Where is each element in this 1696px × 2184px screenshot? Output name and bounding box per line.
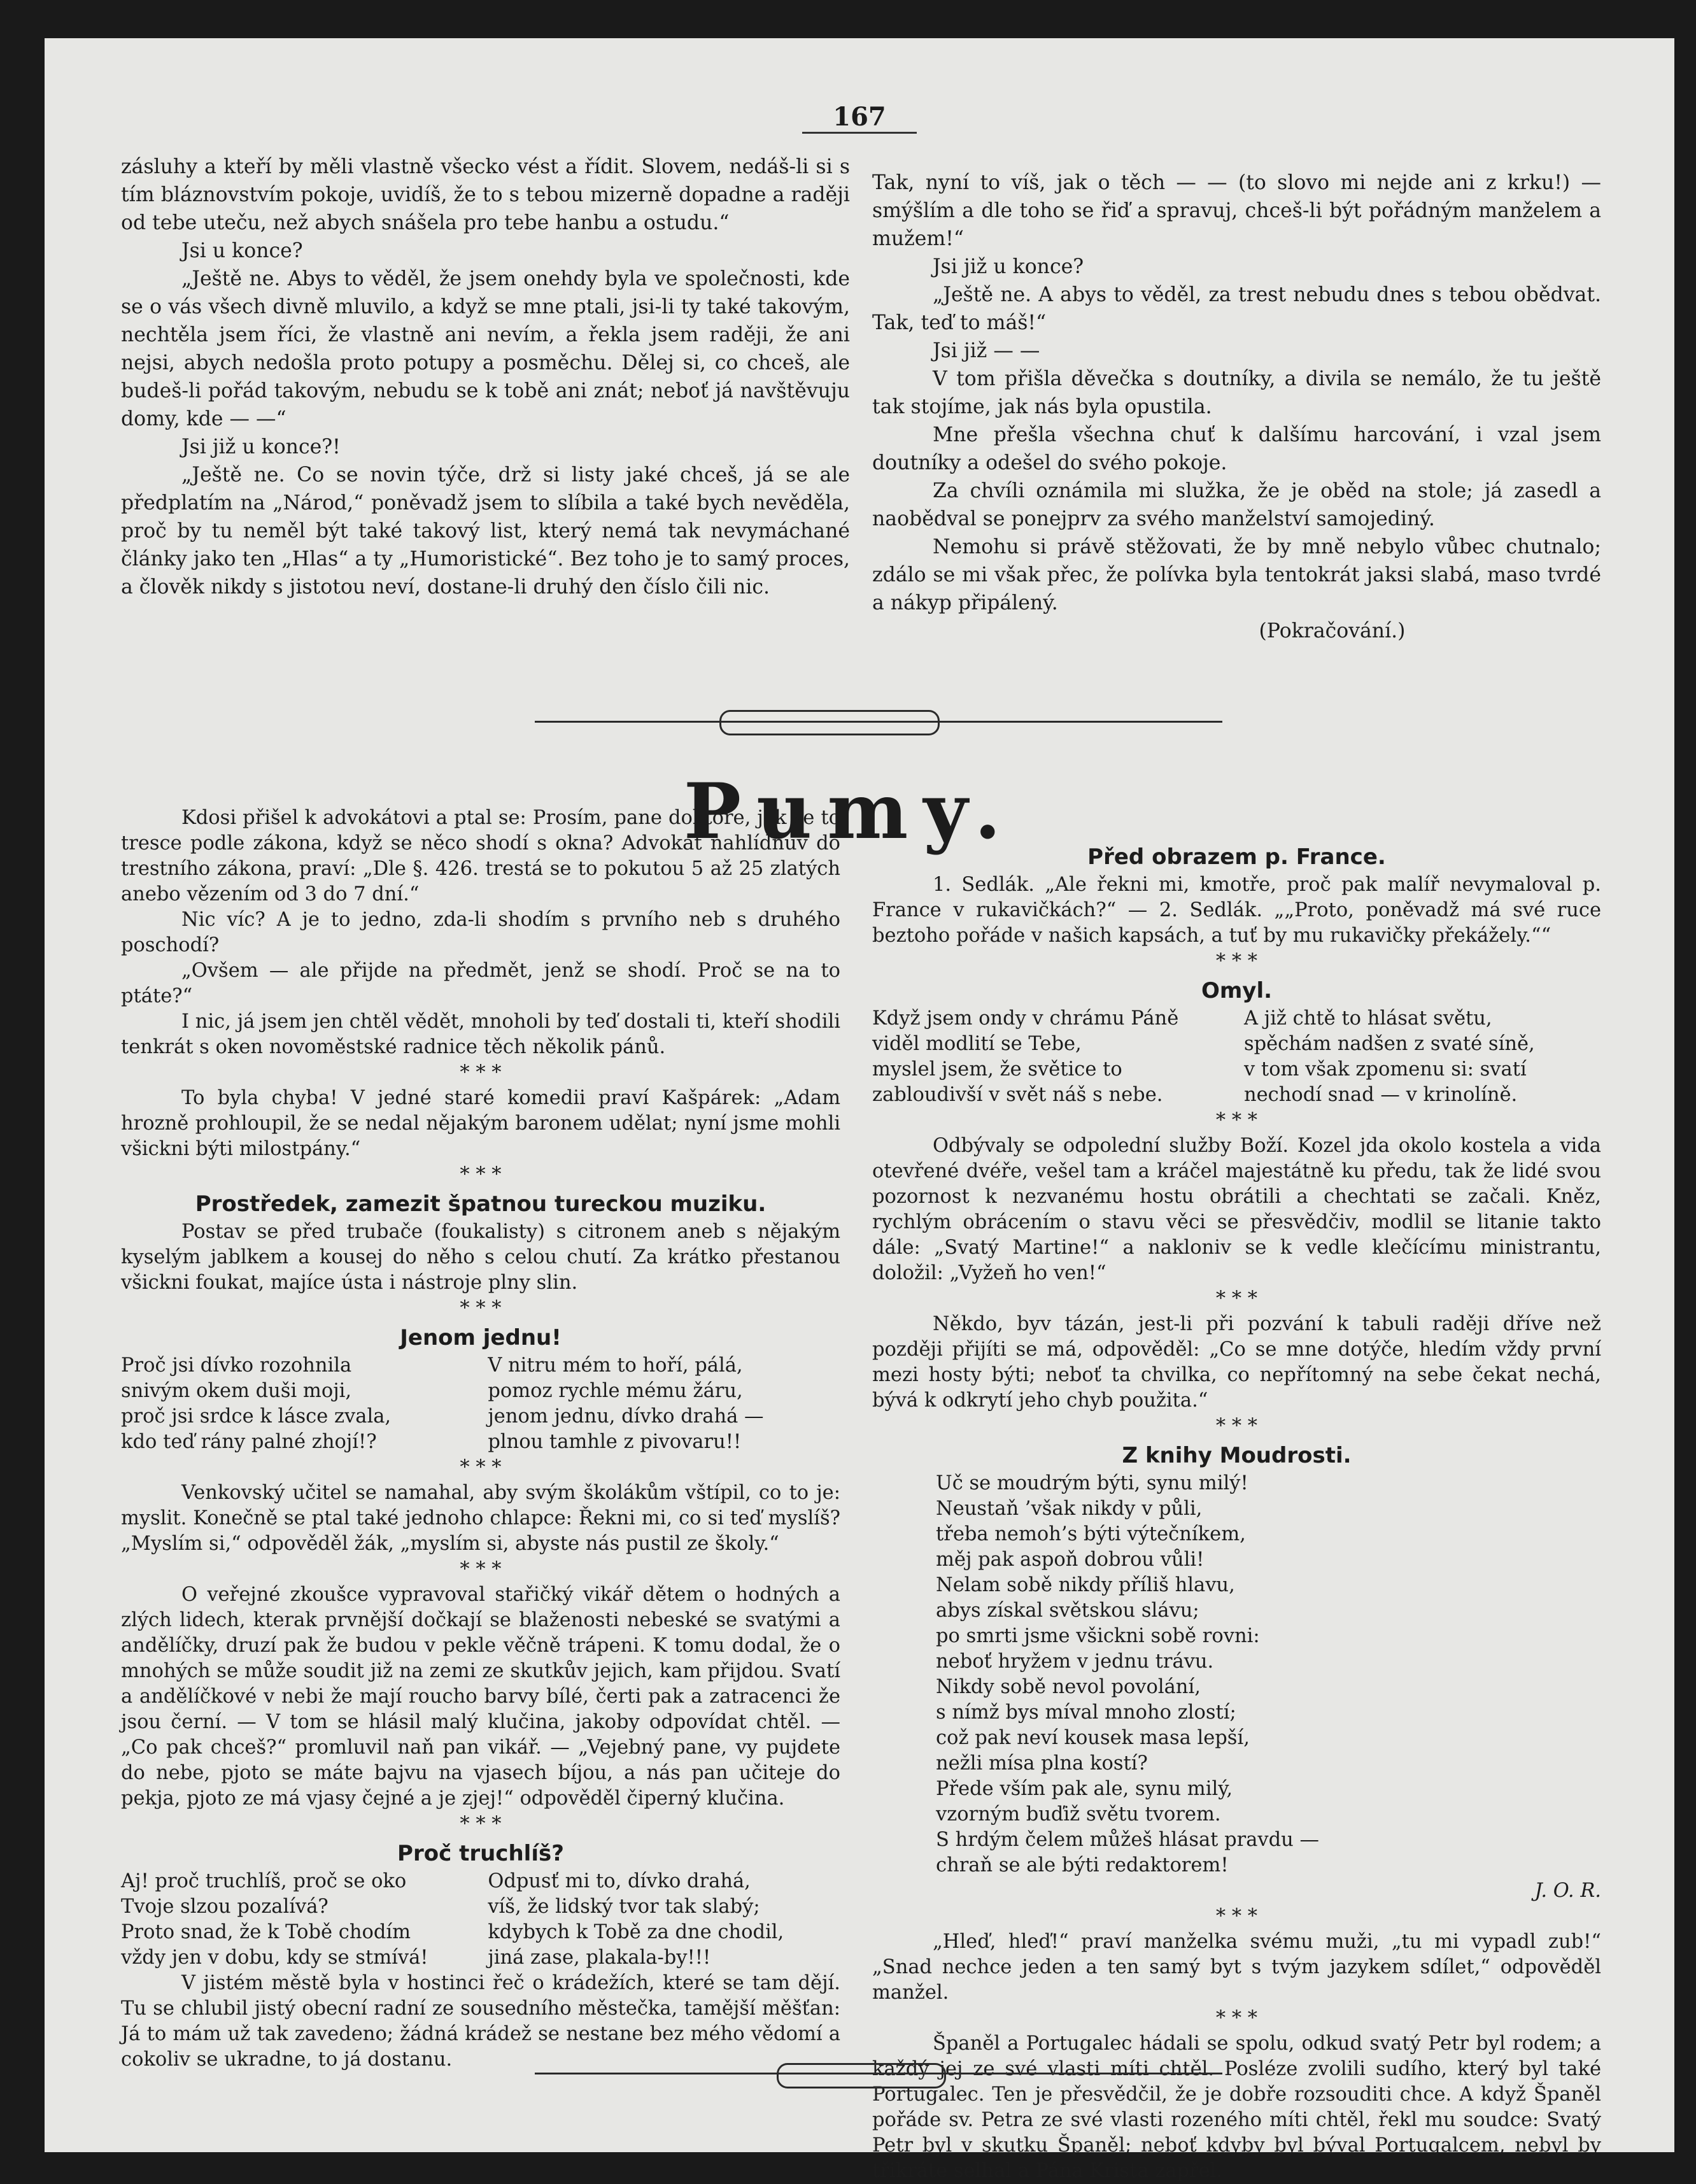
joke-heading: Před obrazem p. France. — [1087, 844, 1386, 870]
star-separator: * * * — [460, 1297, 502, 1319]
poem-stanza-right — [488, 1353, 840, 1455]
jokes-left-column — [121, 805, 840, 2073]
poem-line: třeba nemoh’s býti výtečníkem, — [936, 1523, 1246, 1545]
poem-line: S hrdým čelem můžeš hlásat pravdu — — [936, 1829, 1320, 1851]
poem-line: proč jsi srdce k lásce zvala, — [121, 1405, 392, 1428]
star-separator: * * * — [1215, 1109, 1258, 1131]
poem-line: nežli mísa plna kostí? — [936, 1752, 1148, 1775]
poem-line: kdybych k Tobě za dne chodil, — [488, 1921, 784, 1943]
author-signature: J. O. R. — [1534, 1880, 1601, 1902]
paragraph: Jsi u konce? — [181, 239, 303, 262]
page-number: 167 — [802, 102, 917, 134]
section-title: Pumy. — [683, 767, 1017, 856]
paragraph: Jsi již — — — [933, 339, 1040, 362]
poem-omyl — [872, 1006, 1601, 1108]
paragraph: „Ještě ne. A abys to věděl, za trest nebudu dnes s tebou obědvat. Tak, teď to máš!“ — [872, 283, 1601, 334]
star-separator: * * * — [1215, 1287, 1258, 1310]
star-separator: * * * — [1215, 950, 1258, 972]
star-separator: * * * — [460, 1558, 502, 1580]
poem-line: snivým okem duši moji, — [121, 1380, 352, 1402]
to-be-continued: (Pokračování.) — [1259, 620, 1406, 642]
poem-heading: Z knihy Moudrosti. — [1122, 1443, 1352, 1468]
joke-paragraph: Odbývaly se odpolední služby Boží. Kozel jda okolo kostela a vida otevřené dvéře, vešel tam a kráčel majestátně ku předu, tak že lidé svou pozornost k nezvanému hostu obrátili a chechtati se začali. Kněz, rychlým obrácením o stavu věci se přesvědčiv, modlil se litanie takto dále: „Svatý Martine!“ a nakloniv se k vedle klečícímu ministrantu, doložil: „Vyžeň ho ven!“ — [872, 1135, 1601, 1284]
joke-paragraph: Venkovský učitel se namahal, aby svým školákům vštípil, co to je: myslit. Konečně se ptal také jednoho chlapce: Řekni mi, co si teď myslíš? „Myslím si,“ odpověděl žák, „myslím si, abyste nás pustil ze školy.“ — [121, 1482, 840, 1555]
joke-paragraph: Kdosi přišel k advokátovi a ptal se: Prosím, pane doktore, jak se to tresce podle zákona, když se něco shodí s okna? Advokát nahlídnuv do trestního zákona, praví: „Dle §. 426. trestá se to pokutou 5 až 25 zlatých anebo vězením od 3 do 7 dní.“ — [121, 807, 840, 905]
poem-line: zabloudivší v svět náš s nebe. — [872, 1084, 1163, 1106]
joke-paragraph: 1. Sedlák. „Ale řekni mi, kmotře, proč pak malíř nevymaloval p. France v rukavičkách?“ — 2. Sedlák. „„Proto, poněvadž má své ruce beztoho pořáde v našich kapsách, a tuť by mu rukavičky překážely.““ — [872, 874, 1601, 947]
joke-paragraph: Nic víc? A je to jedno, zda-li shodím s prvního neb s druhého poschodí? — [121, 909, 840, 956]
poem-line: plnou tamhle z pivovaru!! — [488, 1431, 742, 1453]
jokes-right-column — [872, 840, 1601, 2184]
star-separator: * * * — [460, 1813, 502, 1835]
joke-paragraph: „Hleď, hleď!“ praví manželka svému muži, „tu mi vypadl zub!“ „Snad nechce jeden a ten samý byt s tvým jazykem sdílet,“ odpověděl manžel. — [872, 1931, 1601, 2004]
star-separator: * * * — [1215, 1905, 1258, 1927]
poem-line: s nímž bys míval mnoho zlostí; — [936, 1701, 1236, 1724]
star-separator: * * * — [460, 1061, 502, 1084]
poem-heading: Jenom jednu! — [400, 1325, 562, 1351]
poem-line: neboť hryžem v jednu trávu. — [936, 1650, 1214, 1673]
poem-line: vždy jen v dobu, kdy se stmívá! — [121, 1946, 428, 1969]
star-separator: * * * — [1215, 2007, 1258, 2029]
poem-stanza-left — [121, 1869, 474, 1971]
paragraph: V tom přišla děvečka s doutníky, a divila se nemálo, že tu ještě tak stojíme, jak nás byla opustila. — [872, 367, 1601, 418]
paragraph: Jsi již u konce?! — [181, 436, 341, 458]
joke-paragraph: To byla chyba! V jedné staré komedii praví Kašpárek: „Adam hrozně prohloupil, že se nedal nějakým baronem udělat; nyní jsme mohli všickni býti milostpány.“ — [121, 1087, 840, 1160]
joke-paragraph: O veřejné zkoušce vypravoval stařičký vikář dětem o hodných a zlých lidech, kterak prvnější dočkají se blaženosti nebeské se svatými a andělíčky, druzí pak že budou v pekle věčně trápeni. K tomu dodal, že o mnohých se může soudit již na zemi ze skutkův jejich, kam přijdou. Svatí a andělíčkové v nebi že mají roucho barvy bílé, čerti pak a zatracenci že jsou černí. — V tom se hlásil malý klučina, jakoby odpovídat chtěl. — „Co pak chceš?“ promluvil naň pan vikář. — „Vejebný pane, vy pujdete do nebe, pjoto se máte bajvu na vjasech bíjou, a nás pan učiteje do pekja, pjoto ze má vjasy čejné a je zjej!“ odpověděl čiperný klučina. — [121, 1584, 840, 1810]
paragraph: Mne přešla všechna chuť k dalšímu harcování, i vzal jsem doutníky a odešel do svého pokoje. — [872, 423, 1601, 474]
poem-line: jiná zase, plakala-by!!! — [488, 1946, 711, 1969]
joke-paragraph: Španěl a Portugalec hádali se spolu, odkud svatý Petr byl rodem; a každý jej ze své vlasti míti chtěl. Posléze zvolili sudího, který byl také Portugalec. Ten je přesvědčil, že je dobře rozsouditi chce. A když Španěl pořáde sv. Petra ze své vlasti rozeného míti chtěl, řekl mu soudce: Svatý Petr byl v skutku Španěl; neboť kdyby byl býval Portugalcem, nebyl by třikráte selhal a Pána Krista zapřel. — [872, 2032, 1601, 2182]
paragraph: Nemohu si právě stěžovati, že by mně nebylo vůbec chutnalo; zdálo se mi však přec, že polívka byla tentokrát jaksi slabá, maso tvrdé a nákyp připálený. — [872, 535, 1601, 614]
paragraph: „Ještě ne. Abys to věděl, že jsem onehdy byla ve společnosti, kde se o vás všech divně mluvilo, a když se mne ptali, jsi-li ty také takovým, nechtěla jsem říci, že vlastně ani nevím, a řekla jsem raději, že ani nejsi, abych nedošla proto potupy a posměchu. Dělej si, co chceš, ale budeš-li pořád takovým, nebudu se k tobě ani znát; neboť já navštěvuju domy, kde — —“ — [121, 267, 850, 430]
poem-line: spěchám nadšen z svaté síně, — [1243, 1033, 1535, 1055]
poem-line: Přede vším pak ale, synu milý, — [936, 1778, 1233, 1800]
poem-line: Nikdy sobě nevol povolání, — [936, 1676, 1201, 1698]
paragraph: Jsi již u konce? — [933, 255, 1084, 278]
poem-line: kdo teď rány palné zhojí!? — [121, 1431, 377, 1453]
poem-z-knihy-moudrosti — [872, 1471, 1601, 1878]
bottom-ornament-flourish — [777, 2063, 946, 2088]
joke-paragraph: V jistém městě byla v hostinci řeč o krádežích, které se tam dějí. Tu se chlubil jistý obecní radní ze sousedního městečka, tamější měšťan: Já to mám už tak zavedeno; žádná krádež se nestane bez mého vědomí a cokoliv se ukradne, to já dostanu. — [121, 1972, 840, 2071]
poem-line: Aj! proč truchlíš, proč se oko — [121, 1870, 407, 1892]
poem-line: abys získal světskou slávu; — [936, 1599, 1199, 1622]
poem-heading: Proč truchlíš? — [397, 1841, 564, 1866]
poem-line: po smrti jsme všickni sobě rovni: — [936, 1625, 1260, 1647]
star-separator: * * * — [460, 1456, 502, 1478]
poem-line: V nitru mém to hoří, pálá, — [488, 1354, 743, 1377]
paragraph: „Ještě ne. Co se novin týče, drž si listy jaké chceš, já se ale předplatím na „Národ,“ poněvadž jsem to slíbila a také bych nevěděla, proč by tu neměl být také takový list, který nemá tak nevymáchané články jako ten „Hlas“ a ty „Humoristické“. Bez toho je to samý proces, a člověk nikdy s jistotou neví, dostane-li druhý den číslo čili nic. — [121, 464, 850, 599]
poem-line: Odpusť mi to, dívko drahá, — [488, 1870, 751, 1892]
poem-stanza-right — [1244, 1006, 1601, 1108]
poem-line: v tom však zpomenu si: svatí — [1243, 1058, 1527, 1081]
continued-story-right-column — [872, 169, 1601, 645]
poem-line: což pak neví kousek masa lepší, — [936, 1727, 1250, 1749]
joke-paragraph: Někdo, byv tázán, jest-li při pozvání k tabuli raději dříve než později přijíti se má, odpověděl: „Co se mne dotýče, hledím vždy první mezi hosty býti; neboť ta chvilka, co nepřítomný na sebe čekat nechá, bývá k odkrytí jeho chyb použita.“ — [872, 1313, 1601, 1412]
poem-stanza-right — [488, 1869, 840, 1971]
poem-heading: Omyl. — [1201, 978, 1273, 1003]
continued-story-left-column — [121, 153, 850, 601]
poem-line: Proč jsi dívko rozohnila — [121, 1354, 352, 1377]
poem-line: nechodí snad — v krinolíně. — [1243, 1084, 1518, 1106]
poem-line: Nelam sobě nikdy příliš hlavu, — [936, 1574, 1235, 1596]
poem-line: viděl modlití se Tebe, — [872, 1033, 1082, 1055]
joke-heading: Prostředek, zamezit špatnou tureckou muziku. — [195, 1191, 767, 1217]
joke-paragraph: „Ovšem — ale přijde na předmět, jenž se shodí. Proč se na to ptáte?“ — [121, 960, 840, 1007]
poem-stanza-left — [872, 1006, 1229, 1108]
poem-line: vzorným buďiž světu tvorem. — [936, 1803, 1221, 1826]
poem-line: víš, že lidský tvor tak slabý; — [488, 1896, 760, 1918]
poem-line: Když jsem ondy v chrámu Páně — [872, 1007, 1179, 1030]
poem-line: pomoz rychle mému žáru, — [488, 1380, 743, 1402]
poem-line: chraň se ale býti redaktorem! — [936, 1854, 1229, 1876]
joke-paragraph: I nic, já jsem jen chtěl vědět, mnoholi by teď dostali ti, kteří shodili tenkrát s oken novoměstské radnice těch několik pánů. — [121, 1010, 840, 1058]
joke-paragraph: Postav se před trubače (foukalisty) s citronem aneb s nějakým kyselým jablkem a kousej do něho s celou chutí. Za krátko přestanou všickni foukat, majíce ústa i nástroje plny slin. — [121, 1221, 840, 1294]
newspaper-page — [45, 38, 1674, 2182]
ornament-flourish — [719, 710, 940, 735]
poem-line: Proto snad, že k Tobě chodím — [121, 1921, 411, 1943]
paragraph: zásluhy a kteří by měli vlastně všecko vést a řídit. Slovem, nedáš-li si s tím bláznovstvím pokoje, uvidíš, že to s tebou mizerně dopadne a raději od tebe uteču, než abych snášela pro tebe hanbu a ostudu.“ — [121, 155, 850, 234]
star-separator: * * * — [1215, 1415, 1258, 1437]
poem-proc-truchlis — [121, 1869, 840, 1971]
poem-line: Uč se moudrým býti, synu milý! — [936, 1472, 1248, 1494]
star-separator: * * * — [460, 1163, 502, 1186]
poem-line: myslel jsem, že světice to — [872, 1058, 1122, 1081]
paragraph: Za chvíli oznámila mi služka, že je oběd na stole; já zasedl a naobědval se ponejprv za svého manželství samojediný. — [872, 479, 1601, 530]
poem-line: A již chtě to hlásat světu, — [1243, 1007, 1492, 1030]
poem-line: Tvoje slzou pozalívá? — [121, 1896, 329, 1918]
poem-line: jenom jednu, dívko drahá — — [488, 1405, 764, 1428]
poem-line: měj pak aspoň dobrou vůli! — [936, 1549, 1205, 1571]
poem-line: Neustaň ’však nikdy v půli, — [936, 1498, 1203, 1520]
paragraph: Tak, nyní to víš, jak o těch — — (to slovo mi nejde ani z krku!) — smýšlím a dle toho se řiď a spravuj, chceš-li být pořádným manželem a mužem!“ — [872, 171, 1601, 250]
poem-jenom-jednu — [121, 1353, 840, 1455]
poem-stanza-left — [121, 1353, 474, 1455]
